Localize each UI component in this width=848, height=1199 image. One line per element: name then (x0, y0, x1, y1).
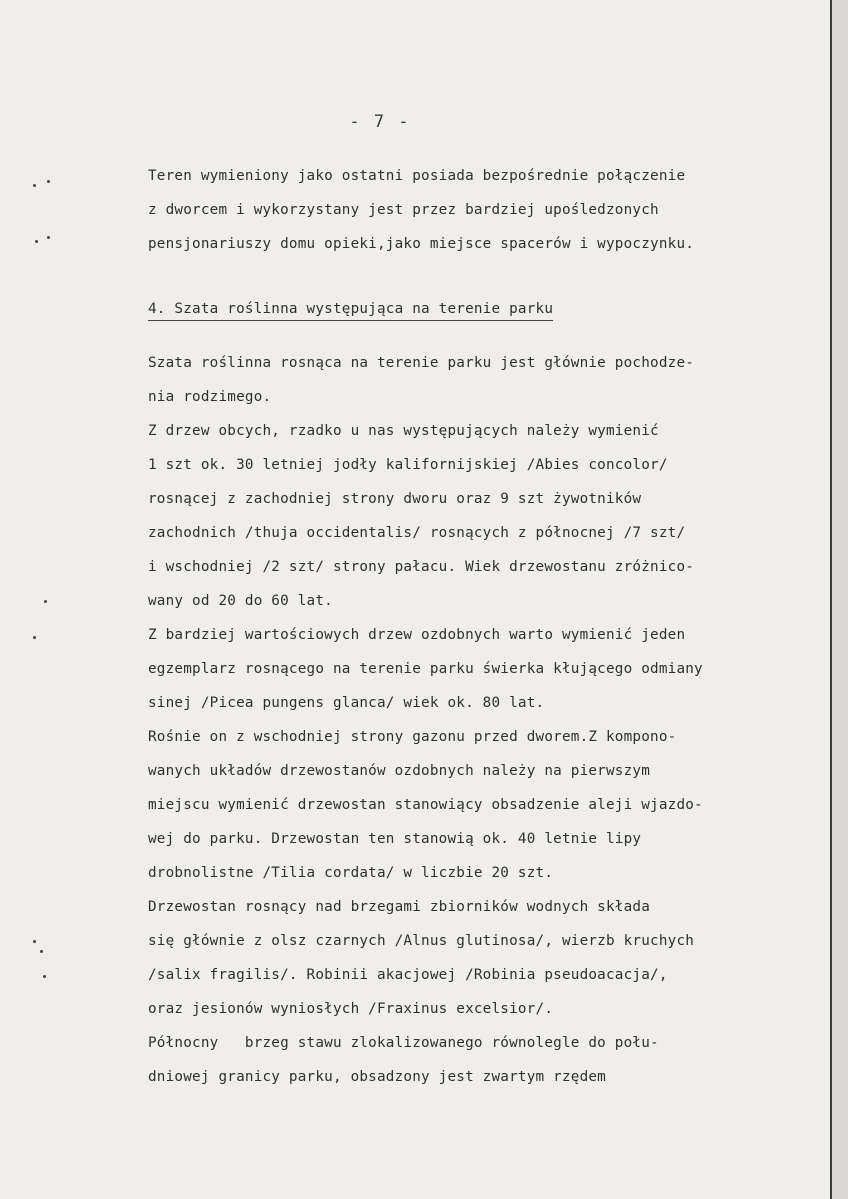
body-line: nia rodzimego. (148, 389, 272, 405)
margin-speck (44, 600, 47, 603)
body-line: miejscu wymienić drzewostan stanowiący obsadzenie aleji wjazdo- (148, 797, 703, 813)
body-line: oraz jesionów wyniosłych /Fraxinus excelsior/. (148, 1001, 554, 1017)
body-line: i wschodniej /2 szt/ strony pałacu. Wiek drzewostanu zróżnico- (148, 559, 695, 575)
margin-speck (33, 636, 36, 639)
body-line: rosnącej z zachodniej strony dworu oraz 9 szt żywotników (148, 491, 642, 507)
body-line: /salix fragilis/. Robinii akacjowej /Robinia pseudoacacja/, (148, 967, 668, 983)
scan-margin (832, 0, 848, 1199)
margin-speck (40, 950, 43, 953)
body-line: wej do parku. Drzewostan ten stanowią ok. 40 letnie lipy (148, 831, 642, 847)
body-line: Z drzew obcych, rzadko u nas występujących należy wymienić (148, 423, 659, 439)
body-line: Szata roślinna rosnąca na terenie parku jest głównie pochodze- (148, 355, 695, 371)
paragraph-line: z dworcem i wykorzystany jest przez bardziej upośledzonych (148, 202, 659, 218)
body-line: Z bardziej wartościowych drzew ozdobnych warto wymienić jeden (148, 627, 686, 643)
body-line: Rośnie on z wschodniej strony gazonu przed dworem.Z kompono- (148, 729, 677, 745)
margin-speck (35, 240, 38, 243)
body-line: sinej /Picea pungens glanca/ wiek ok. 80 lat. (148, 695, 545, 711)
body-line: drobnolistne /Tilia cordata/ w liczbie 20 szt. (148, 865, 554, 881)
body-line: wany od 20 do 60 lat. (148, 593, 333, 609)
margin-speck (43, 975, 46, 978)
section-heading: 4. Szata roślinna występująca na terenie parku (148, 301, 553, 321)
margin-speck (47, 236, 50, 239)
body-line: dniowej granicy parku, obsadzony jest zwartym rzędem (148, 1069, 606, 1085)
paragraph-line: Teren wymieniony jako ostatni posiada bezpośrednie połączenie (148, 168, 686, 184)
margin-speck (47, 180, 50, 183)
margin-speck (33, 940, 36, 943)
page-number: - 7 - (349, 112, 411, 132)
body-line: Północny brzeg stawu zlokalizowanego równolegle do połu- (148, 1035, 659, 1051)
body-line: się głównie z olsz czarnych /Alnus glutinosa/, wierzb kruchych (148, 933, 695, 949)
body-line: 1 szt ok. 30 letniej jodły kalifornijskiej /Abies concolor/ (148, 457, 668, 473)
body-line: Drzewostan rosnący nad brzegami zbiorników wodnych składa (148, 899, 651, 915)
body-line: egzemplarz rosnącego na terenie parku świerka kłującego odmiany (148, 661, 703, 677)
body-line: wanych układów drzewostanów ozdobnych należy na pierwszym (148, 763, 651, 779)
margin-speck (33, 184, 36, 187)
paragraph-line: pensjonariuszy domu opieki,jako miejsce spacerów i wypoczynku. (148, 236, 695, 252)
body-line: zachodnich /thuja occidentalis/ rosnących z północnej /7 szt/ (148, 525, 686, 541)
